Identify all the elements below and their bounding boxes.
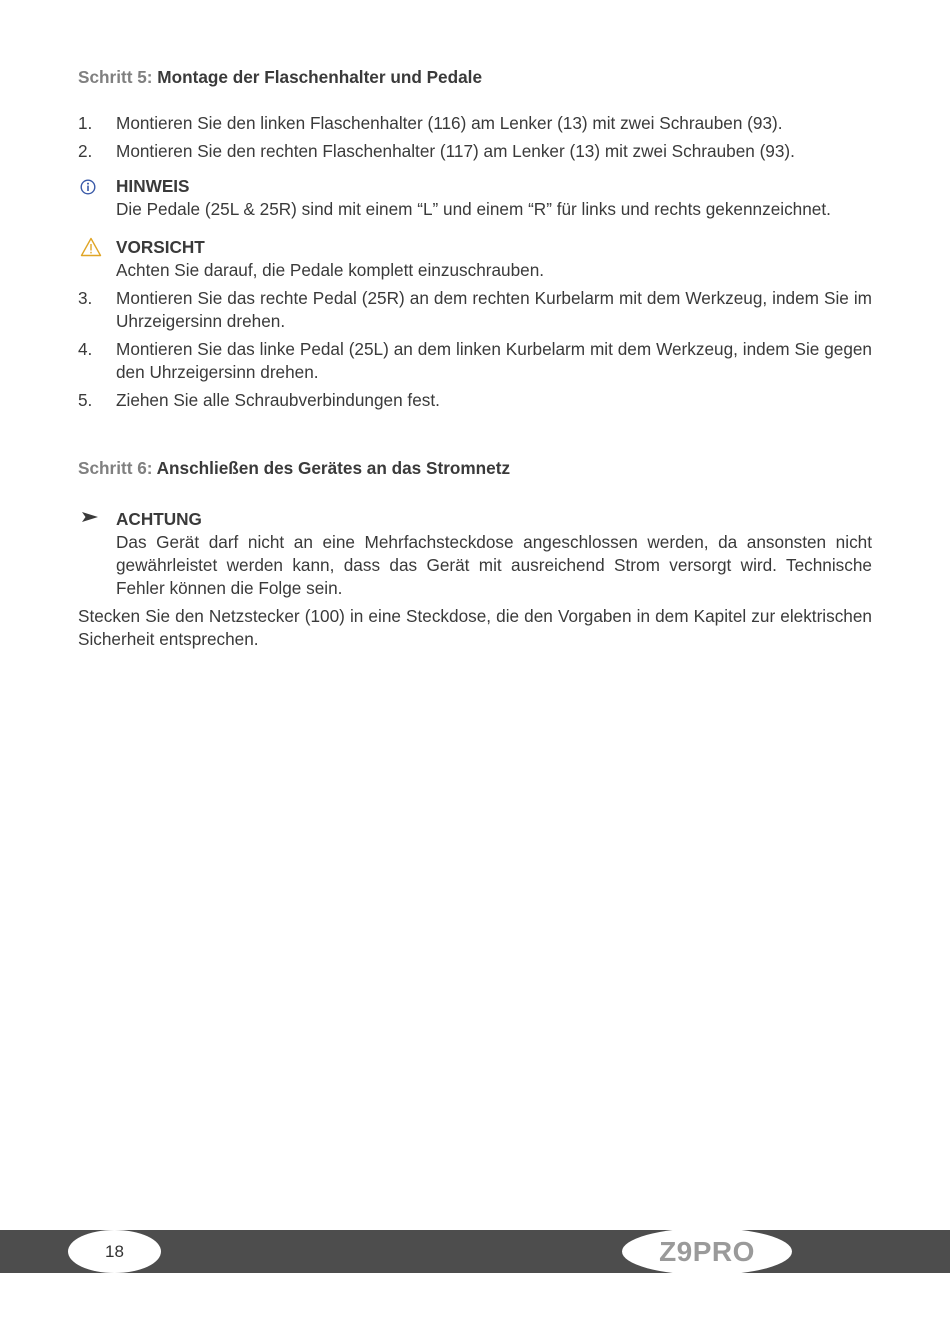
power-paragraph: Stecken Sie den Netzstecker (100) in eine Steckdose, die den Vorgaben in dem Kapitel zur elektrischen Sicherheit entsprechen. — [78, 606, 872, 649]
list-item-text: Montieren Sie den linken Flaschenhalter (116) am Lenker (13) mit zwei Schrauben (93). — [116, 113, 783, 133]
list-item — [78, 287, 872, 333]
list-item-text: Montieren Sie den rechten Flaschenhalter (117) am Lenker (13) mit zwei Schrauben (93). — [116, 141, 795, 161]
step5-prefix: Schritt 5: — [78, 67, 153, 87]
pointer-arrow-icon — [78, 508, 116, 600]
step6-prefix: Schritt 6: — [78, 458, 153, 478]
step5-title: Montage der Flaschenhalter und Pedale — [157, 67, 483, 87]
info-icon — [78, 175, 116, 221]
list-item — [78, 338, 872, 384]
list-item — [78, 389, 872, 412]
list-item-number: 2. — [78, 141, 93, 161]
list-item — [78, 112, 872, 135]
brand-logo: Z9PRO — [622, 1228, 792, 1275]
achtung-title: ACHTUNG — [116, 509, 202, 529]
hinweis-note — [78, 175, 872, 221]
vorsicht-text: Achten Sie darauf, die Pedale komplett einzuschrauben. — [116, 260, 545, 280]
list-item-number: 5. — [78, 390, 93, 410]
hinweis-title: HINWEIS — [116, 176, 190, 196]
achtung-text: Das Gerät darf nicht an eine Mehrfachsteckdose angeschlossen werden, da ansonsten nicht gewährleistet werden kann, dass das Gerät mit ausreichend Strom versorgt wird. Technische Fehler können die Folge sein. — [116, 532, 872, 598]
warning-triangle-icon — [78, 236, 116, 282]
page-content — [78, 66, 872, 651]
hinweis-text: Die Pedale (25L & 25R) sind mit einem “L” und einem “R” für links und rechts gekennzeichnet. — [116, 199, 831, 219]
list-item-number: 1. — [78, 113, 93, 133]
vorsicht-note — [78, 236, 872, 282]
page-number: 18 — [68, 1230, 161, 1273]
list-item-number: 3. — [78, 288, 93, 308]
step6-heading — [78, 457, 872, 480]
list-item-text: Montieren Sie das rechte Pedal (25R) an dem rechten Kurbelarm mit dem Werkzeug, indem Sie im Uhrzeigersinn drehen. — [116, 288, 872, 331]
vorsicht-title: VORSICHT — [116, 237, 205, 257]
list-item-text: Ziehen Sie alle Schraubverbindungen fest. — [116, 390, 440, 410]
step6-title: Anschließen des Gerätes an das Stromnetz — [156, 458, 511, 478]
list-item-number: 4. — [78, 339, 93, 359]
list-item-text: Montieren Sie das linke Pedal (25L) an dem linken Kurbelarm mit dem Werkzeug, indem Sie gegen den Uhrzeigersinn drehen. — [116, 339, 872, 382]
achtung-note — [78, 508, 872, 600]
list-item — [78, 140, 872, 163]
step5-heading — [78, 66, 872, 89]
